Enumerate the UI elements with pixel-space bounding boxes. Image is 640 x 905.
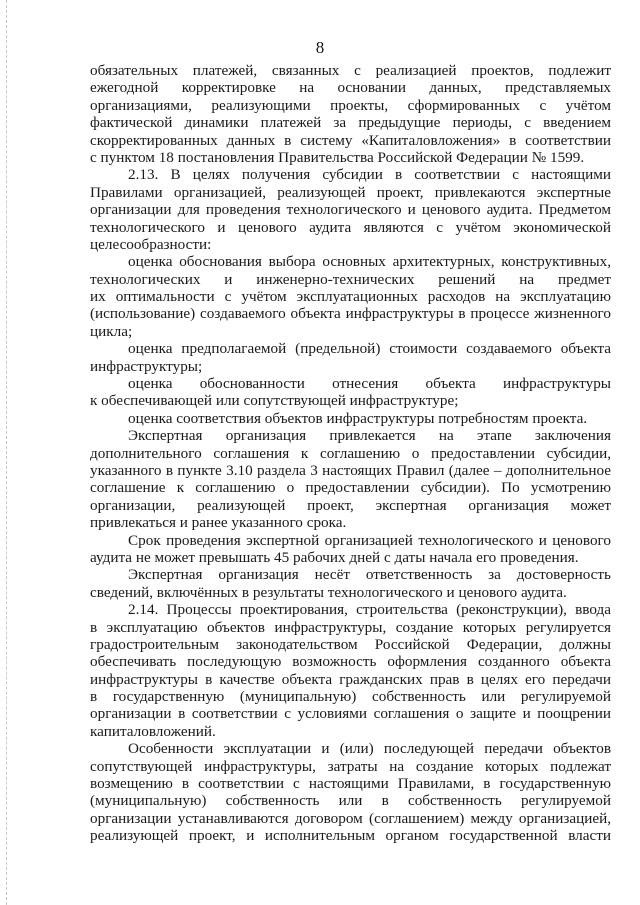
text-line: организации для проведения технологического и ценового аудита. Предметом <box>90 201 611 219</box>
text-line: дополнительного соглашения к соглашению о предоставлении субсидии, <box>90 444 611 462</box>
text-line: целесообразности: <box>90 235 212 253</box>
text-line: Особенности эксплуатации и (или) последующей передачи объектов <box>128 740 611 758</box>
text-line: градостроительным законодательством Российской Федерации, должны <box>90 635 611 653</box>
text-line: аудита не может превышать 45 рабочих дней с даты начала его проведения. <box>90 548 579 566</box>
text-line: технологических и инженерно-технических решений на предмет <box>90 270 611 288</box>
text-line: привлекаться и ранее указанного срока. <box>90 514 347 532</box>
text-line: в государственную (муниципальную) собственность или регулируемой <box>90 688 611 706</box>
text-line: их оптимальности с учётом эксплуатационных расходов на эксплуатацию <box>90 288 611 306</box>
text-line: к обеспечивающей или сопутствующей инфраструктуре; <box>90 392 459 410</box>
text-line: сопутствующей инфраструктуры, затраты на создание которых подлежат <box>90 757 611 775</box>
scan-edge-line <box>6 0 7 905</box>
text-line: оценка соответствия объектов инфраструктуры потребностям проекта. <box>128 409 588 427</box>
text-line: организации в соответствии с условиями соглашения о защите и поощрении <box>90 705 611 723</box>
text-line: сведений, включённых в результаты технологического и ценового аудита. <box>90 583 567 601</box>
text-line: Срок проведения экспертной организацией технологического и ценового <box>128 531 611 549</box>
text-line: реализующей проект, и исполнительным органом государственной власти <box>90 827 611 845</box>
text-line: оценка предполагаемой (предельной) стоимости создаваемого объекта <box>128 340 611 358</box>
text-line: (использование) создаваемого объекта инфраструктуры в процессе жизненного <box>90 305 611 323</box>
text-line: обеспечивать последующую возможность оформления созданного объекта <box>90 653 611 671</box>
text-line: организации устанавливаются договором (соглашением) между организацией, <box>90 809 611 827</box>
text-line: 2.14. Процессы проектирования, строительства (реконструкции), ввода <box>128 601 611 619</box>
text-line: ежегодной корректировке на основании данных, представляемых <box>90 79 611 97</box>
text-line: инфраструктуры; <box>90 357 203 375</box>
text-line: технологического и ценового аудита являются с учётом экономической <box>90 218 611 236</box>
text-line: Экспертная организация привлекается на этапе заключения <box>128 427 611 445</box>
text-line: инфраструктуры в качестве объекта гражданских прав в целях его передачи <box>90 670 611 688</box>
text-line: оценка обоснования выбора основных архитектурных, конструктивных, <box>128 253 611 271</box>
text-line: капиталовложений. <box>90 722 216 740</box>
text-line: обязательных платежей, связанных с реализацией проектов, подлежит <box>90 62 611 79</box>
text-line: в эксплуатацию объектов инфраструктуры, создание которых регулируется <box>90 618 611 636</box>
text-line: фактической динамики платежей за предыдущие периоды, с введением <box>90 114 611 132</box>
text-line: Экспертная организация несёт ответственность за достоверность <box>128 566 611 584</box>
text-line: 2.13. В целях получения субсидии в соответствии с настоящими <box>128 166 611 184</box>
text-line: скорректированных данных в систему «Капиталовложения» в соответствии <box>90 131 611 149</box>
text-line: оценка обоснованности отнесения объекта инфраструктуры <box>128 375 611 393</box>
text-line: соглашение к соглашению о предоставлении субсидии). По усмотрению <box>90 479 611 497</box>
page-number: 8 <box>315 38 325 57</box>
document-body <box>90 62 611 845</box>
text-line: цикла; <box>90 322 133 340</box>
text-line: с пунктом 18 постановления Правительства Российской Федерации № 1599. <box>90 148 585 166</box>
text-line: возмещению в соответствии с настоящими Правилами, в государственную <box>90 775 611 793</box>
text-line: организации, реализующей проект, экспертная организация может <box>90 496 611 514</box>
text-line: указанного в пункте 3.10 раздела 3 настоящих Правил (далее – дополнительное <box>90 461 611 479</box>
text-line: (муниципальную) собственность или в собственность регулируемой <box>90 792 611 810</box>
text-line: организациями, реализующими проекты, сформированных с учётом <box>90 96 611 114</box>
text-line: Правилами организацией, реализующей проект, привлекаются экспертные <box>90 183 611 201</box>
